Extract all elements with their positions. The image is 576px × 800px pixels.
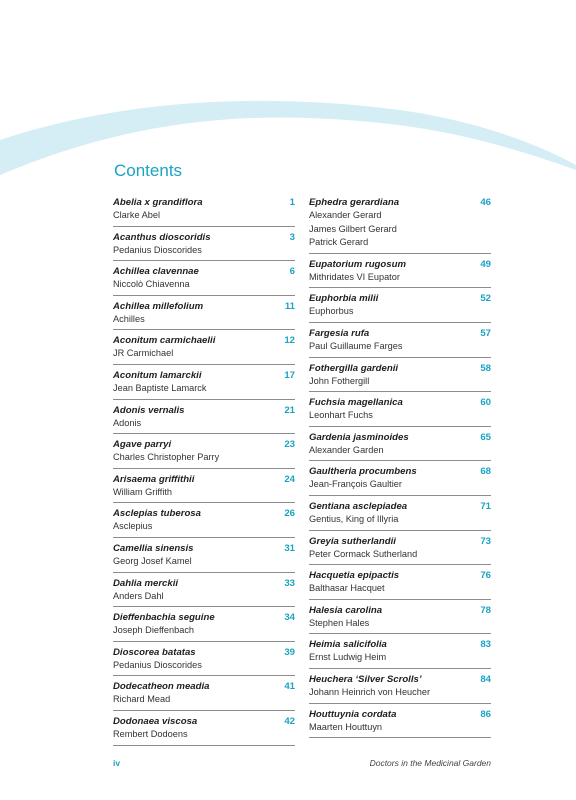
page-number: 3 xyxy=(289,231,295,243)
page-number: 84 xyxy=(480,673,491,685)
page-number: 23 xyxy=(284,439,295,451)
person-name: Joseph Dieffenbach xyxy=(113,625,195,636)
person-name: Leonhart Fuchs xyxy=(309,410,373,421)
plant-name: Adonis vernalis xyxy=(113,404,185,416)
contents-entry[interactable] xyxy=(309,292,491,323)
entry-heading xyxy=(113,300,295,313)
plant-name: Asclepias tuberosa xyxy=(113,508,201,520)
footer-book-title: Doctors in the Medicinal Garden xyxy=(369,758,491,768)
contents-entry[interactable] xyxy=(309,396,491,427)
page-number: 33 xyxy=(284,577,295,589)
page-number: 12 xyxy=(284,335,295,347)
plant-name: Gaultheria procumbens xyxy=(309,466,417,478)
page-number: 68 xyxy=(480,466,491,478)
person-name: Alexander Gerard xyxy=(309,210,382,220)
plant-name: Eupatorium rugosum xyxy=(309,258,407,270)
page-number: 1 xyxy=(289,197,295,208)
person-name: Johann Heinrich von Heucher xyxy=(309,686,431,697)
page-number: 78 xyxy=(480,604,491,616)
page-number: 21 xyxy=(284,404,295,416)
plant-name: Abelia x grandiflora xyxy=(113,197,203,208)
entry-heading xyxy=(309,258,491,271)
contents-entry[interactable] xyxy=(113,404,295,435)
entry-heading xyxy=(113,507,295,520)
page-number: 39 xyxy=(284,646,295,658)
entry-heading xyxy=(113,369,295,382)
page-number: 73 xyxy=(480,535,491,547)
plant-name: Fuchsia magellanica xyxy=(309,397,403,409)
contents-entry[interactable] xyxy=(113,715,295,746)
page-number: 76 xyxy=(480,570,491,582)
entry-heading xyxy=(113,611,295,624)
entry-heading xyxy=(309,396,491,409)
entry-heading xyxy=(309,465,491,478)
entry-heading xyxy=(309,327,491,340)
entry-heading xyxy=(113,231,295,244)
contents-entry[interactable] xyxy=(113,334,295,365)
contents-entry[interactable] xyxy=(113,577,295,608)
person-name: Achilles xyxy=(113,313,145,324)
contents-entry[interactable] xyxy=(113,542,295,573)
contents-entry[interactable] xyxy=(309,258,491,289)
person-name: Maarten Houttuyn xyxy=(309,721,383,732)
entry-heading xyxy=(113,715,295,728)
plant-name: Fargesia rufa xyxy=(309,327,370,339)
entry-heading xyxy=(309,569,491,582)
contents-entry[interactable] xyxy=(309,500,491,531)
page-number: 17 xyxy=(284,369,295,381)
contents-entry[interactable] xyxy=(113,680,295,711)
person-name: Pedanius Dioscorides xyxy=(113,659,202,670)
person-name: Balthasar Hacquet xyxy=(309,583,385,594)
person-name: Gentius, King of Illyria xyxy=(309,513,399,524)
contents-column-right xyxy=(309,196,491,742)
contents-entry[interactable] xyxy=(113,231,295,262)
plant-name: Dahlia merckii xyxy=(113,577,179,589)
footer-page-number: iv xyxy=(113,758,121,768)
contents-entry[interactable] xyxy=(309,535,491,566)
entry-heading xyxy=(309,500,491,513)
contents-entry[interactable] xyxy=(113,265,295,296)
person-name: Niccolò Chiavenna xyxy=(113,279,190,290)
plant-name: Achillea millefolium xyxy=(113,300,204,312)
page-number: 60 xyxy=(480,397,491,409)
page-number: 41 xyxy=(284,681,295,693)
plant-name: Agave parryi xyxy=(113,439,172,451)
plant-name: Aconitum carmichaelii xyxy=(113,335,216,347)
person-name: Mithridates VI Eupator xyxy=(309,271,400,282)
page-number: 83 xyxy=(480,639,491,651)
page-number: 6 xyxy=(289,266,295,278)
plant-name: Dioscorea batatas xyxy=(113,646,196,658)
entry-heading xyxy=(113,334,295,347)
entry-heading xyxy=(309,535,491,548)
person-name: Georg Josef Kamel xyxy=(113,555,192,566)
page-number: 65 xyxy=(480,431,491,443)
plant-name: Acanthus dioscoridis xyxy=(113,231,211,243)
contents-entry[interactable] xyxy=(309,431,491,462)
contents-entry[interactable] xyxy=(309,708,491,739)
plant-name: Euphorbia milii xyxy=(309,293,379,305)
page-number: 71 xyxy=(480,500,491,512)
plant-name: Dodonaea viscosa xyxy=(113,715,198,727)
entry-heading xyxy=(309,673,491,686)
plant-name: Arisaema griffithii xyxy=(113,473,195,485)
person-name: Asclepius xyxy=(113,521,153,532)
plant-name: Gardenia jasminoides xyxy=(309,431,409,443)
plant-name: Achillea clavennae xyxy=(113,266,199,278)
contents-entry[interactable] xyxy=(309,638,491,669)
entry-heading xyxy=(113,577,295,590)
person-name: Charles Christopher Parry xyxy=(113,452,220,463)
plant-name: Heimia salicifolia xyxy=(309,639,387,651)
page-title: Contents xyxy=(114,161,183,180)
entry-heading xyxy=(309,604,491,617)
contents-entry[interactable] xyxy=(309,673,491,704)
page-number: 57 xyxy=(480,327,491,339)
page-number: 42 xyxy=(284,715,295,727)
page-number: 86 xyxy=(480,708,491,720)
contents-entry[interactable] xyxy=(113,300,295,331)
contents-entry[interactable] xyxy=(113,369,295,400)
plant-name: Dodecatheon meadia xyxy=(113,681,210,693)
person-name: Peter Cormack Sutherland xyxy=(309,548,418,559)
plant-name: Houttuynia cordata xyxy=(309,708,397,720)
entry-heading xyxy=(309,431,491,444)
entry-heading xyxy=(113,438,295,451)
entry-heading xyxy=(309,708,491,721)
page-number: 46 xyxy=(480,197,491,208)
person-name: John Fothergill xyxy=(309,375,370,386)
person-name: Stephen Hales xyxy=(309,617,370,628)
contents-entry[interactable] xyxy=(309,569,491,600)
person-name: Jean Baptiste Lamarck xyxy=(113,382,207,393)
person-name: Euphorbus xyxy=(309,306,354,317)
person-name: Pedanius Dioscorides xyxy=(113,244,202,255)
contents-entry[interactable] xyxy=(113,196,295,227)
entry-heading xyxy=(113,265,295,278)
person-name: Rembert Dodoens xyxy=(113,728,188,739)
person-name: Clarke Abel xyxy=(113,210,160,220)
person-name: Adonis xyxy=(113,417,142,428)
person-name: Ernst Ludwig Heim xyxy=(309,652,387,663)
entry-heading xyxy=(113,680,295,693)
page-number: 58 xyxy=(480,362,491,374)
plant-name: Greyia sutherlandii xyxy=(309,535,396,547)
plant-name: Ephedra gerardiana xyxy=(309,197,400,208)
contents-entry[interactable] xyxy=(309,362,491,393)
page-number: 34 xyxy=(284,612,295,624)
contents-column-left xyxy=(113,196,295,750)
entry-heading xyxy=(113,542,295,555)
page-number: 11 xyxy=(284,300,295,312)
decorative-swoosh xyxy=(0,0,576,190)
plant-name: Aconitum lamarckii xyxy=(113,369,202,381)
page-number: 24 xyxy=(284,473,295,485)
person-name: Patrick Gerard xyxy=(309,237,369,248)
person-name: JR Carmichael xyxy=(113,348,174,359)
person-name: William Griffith xyxy=(113,486,173,497)
contents-entry[interactable] xyxy=(309,327,491,358)
contents-entry[interactable] xyxy=(309,604,491,635)
plant-name: Hacquetia epipactis xyxy=(309,570,400,582)
plant-name: Camellia sinensis xyxy=(113,542,194,554)
page-number: 31 xyxy=(284,542,295,554)
entry-heading xyxy=(113,473,295,486)
plant-name: Dieffenbachia seguine xyxy=(113,612,215,624)
entry-heading xyxy=(309,638,491,651)
plant-name: Fothergilla gardenii xyxy=(309,362,399,374)
plant-name: Gentiana asclepiadea xyxy=(309,500,408,512)
person-name: Richard Mead xyxy=(113,694,171,705)
entry-heading xyxy=(113,646,295,659)
plant-name: Halesia carolina xyxy=(309,604,383,616)
contents-entry[interactable] xyxy=(113,646,295,677)
entry-heading xyxy=(113,196,295,209)
contents-entry[interactable] xyxy=(113,507,295,538)
entry-heading xyxy=(113,404,295,417)
person-name: James Gilbert Gerard xyxy=(309,223,397,234)
person-name: Anders Dahl xyxy=(113,590,164,601)
page-number: 49 xyxy=(480,258,491,270)
entry-heading xyxy=(309,292,491,305)
contents-entry[interactable] xyxy=(113,611,295,642)
person-name: Jean-François Gaultier xyxy=(309,479,402,490)
contents-entry[interactable] xyxy=(309,196,491,254)
person-name: Paul Guillaume Farges xyxy=(309,340,403,351)
entry-heading xyxy=(309,196,491,209)
person-name: Alexander Garden xyxy=(309,444,384,455)
entry-heading xyxy=(309,362,491,375)
contents-entry[interactable] xyxy=(309,465,491,496)
page-number: 52 xyxy=(480,293,491,305)
page-number: 26 xyxy=(284,508,295,520)
plant-name: Heuchera ‘Silver Scrolls’ xyxy=(309,673,422,685)
contents-entry[interactable] xyxy=(113,438,295,469)
contents-entry[interactable] xyxy=(113,473,295,504)
